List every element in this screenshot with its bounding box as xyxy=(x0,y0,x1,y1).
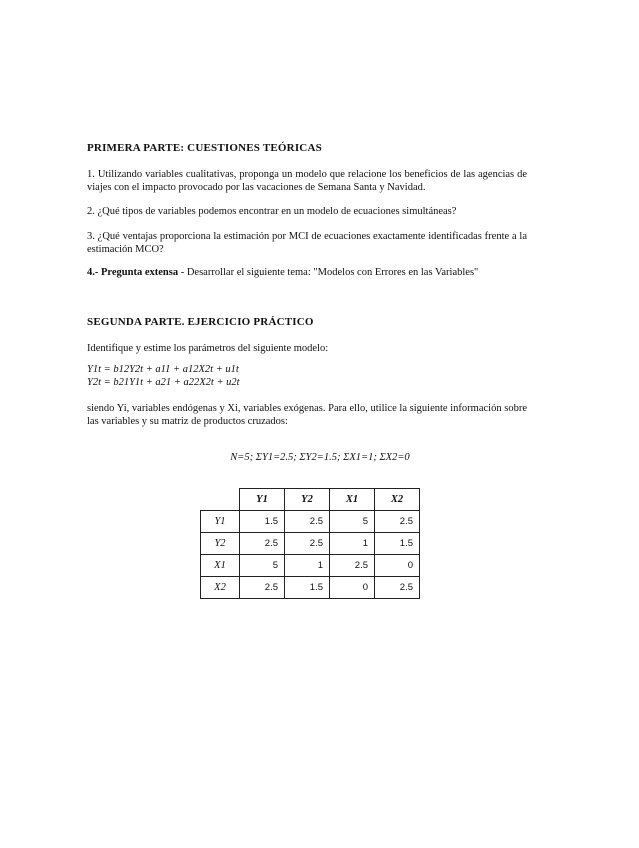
sums-line: N=5; ΣY1=2.5; ΣY2=1.5; ΣX1=1; ΣX2=0 xyxy=(230,452,410,463)
question-4 xyxy=(87,266,527,279)
matrix-row xyxy=(201,533,420,555)
matrix-cell: 2.5 xyxy=(240,577,285,599)
part2-title: SEGUNDA PARTE. EJERCICIO PRÁCTICO xyxy=(87,316,314,328)
matrix-cell: 2.5 xyxy=(375,511,420,533)
matrix-cell: 1.5 xyxy=(375,533,420,555)
matrix-row-header: Y1 xyxy=(201,511,240,533)
matrix-cell: 2.5 xyxy=(240,533,285,555)
matrix-cell: 5 xyxy=(330,511,375,533)
model-info: siendo Yi, variables endógenas y Xi, variables exógenas. Para ello, utilice la siguiente información sobre las variables y su matriz de productos cruzados: xyxy=(87,403,527,427)
matrix-cell: 1 xyxy=(285,555,330,577)
model-equation-1: Y1t = b12Y2t + a11 + a12X2t + u1t xyxy=(87,364,239,375)
model-equation-2: Y2t = b21Y1t + a21 + a22X2t + u2t xyxy=(87,377,240,388)
matrix-row xyxy=(201,577,420,599)
matrix-cell: 2.5 xyxy=(285,533,330,555)
part1-title: PRIMERA PARTE: CUESTIONES TEÓRICAS xyxy=(87,142,322,154)
matrix-cell: 1.5 xyxy=(240,511,285,533)
question-4-lead: 4.- Pregunta extensa xyxy=(87,267,179,278)
matrix-cell: 0 xyxy=(330,577,375,599)
matrix-cell: 5 xyxy=(240,555,285,577)
matrix-row-header: X1 xyxy=(201,555,240,577)
matrix-cell: 2.5 xyxy=(375,577,420,599)
question-2: 2. ¿Qué tipos de variables podemos encontrar en un modelo de ecuaciones simultáneas? xyxy=(87,206,457,217)
matrix-cell: 2.5 xyxy=(330,555,375,577)
model-intro: Identifique y estime los parámetros del siguiente modelo: xyxy=(87,343,329,354)
matrix-cell: 0 xyxy=(375,555,420,577)
question-1: 1. Utilizando variables cualitativas, proponga un modelo que relacione los beneficios de las agencias de viajes con el impacto provocado por las vacaciones de Semana Santa y Navidad. xyxy=(87,169,527,193)
matrix-row xyxy=(201,555,420,577)
matrix-col-header: X1 xyxy=(330,489,375,511)
matrix-col-header: X2 xyxy=(375,489,420,511)
question-3: 3. ¿Qué ventajas proporciona la estimación por MCI de ecuaciones exactamente identificadas frente a la estimación MCO? xyxy=(87,231,527,255)
cross-products-matrix xyxy=(200,488,420,599)
matrix-row-header: Y2 xyxy=(201,533,240,555)
matrix-col-header: Y2 xyxy=(285,489,330,511)
matrix-cell: 1 xyxy=(330,533,375,555)
matrix-cell: 1.5 xyxy=(285,577,330,599)
matrix-row xyxy=(201,511,420,533)
matrix-col-header: Y1 xyxy=(240,489,285,511)
matrix-header-row xyxy=(201,489,420,511)
matrix-corner xyxy=(201,489,240,511)
question-4-text: - Desarrollar el siguiente tema: "Modelos con Errores en las Variables" xyxy=(180,267,479,278)
matrix-row-header: X2 xyxy=(201,577,240,599)
matrix-cell: 2.5 xyxy=(285,511,330,533)
